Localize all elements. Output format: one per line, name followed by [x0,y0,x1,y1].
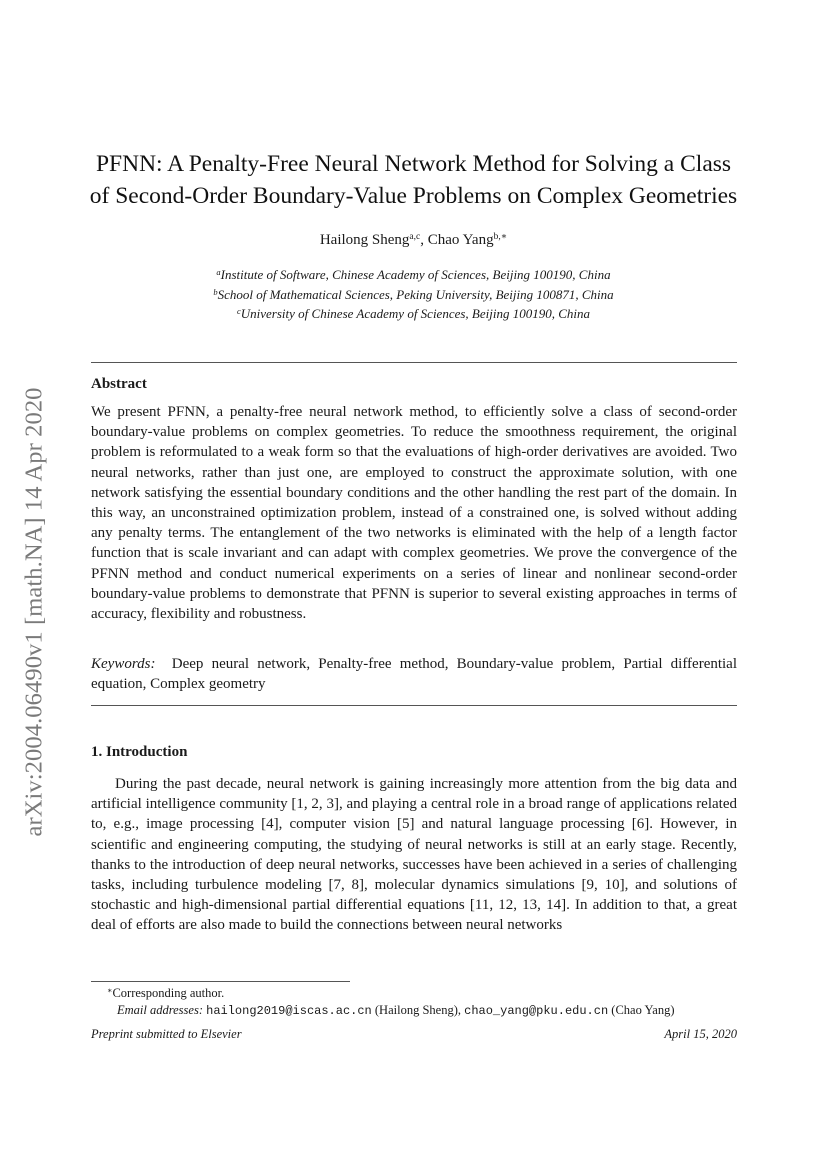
affiliation-c [70,303,757,323]
title-line-2: of Second-Order Boundary-Value Problems on Complex Geometries [89,183,738,209]
footer-preprint-note: Preprint submitted to Elsevier [91,1027,242,1041]
author-1-marks: a,c [409,232,421,242]
abstract-heading: Abstract [91,376,147,392]
affiliation-a-mark: a [216,267,221,277]
section-heading-introduction: 1. Introduction [91,744,188,760]
introduction-paragraph: During the past decade, neural network is gaining increasingly more attention from the big data and artificial intelligence community [1, 2, 3], and playing a central role in a broad range of applications related to, e.g., image processing [4], computer vision [5] and natural language processing [6]. However, in scientific and engineering computing, the studying of neural networks is still at an early stage. Recently, thanks to the introduction of deep neural networks, successes have been achieved in a series of challenging tasks, including turbulence modeling [7, 8], molecular dynamics simulations [9, 10], and solutions of stochastic and high-dimensional partial differential equations [11, 12, 13, 14]. In addition to that, a great deal of efforts are also made to build the connections between neural networks [91,776,737,934]
affiliations [70,264,757,323]
email-name-sheng: (Hailong Sheng), [371,1003,465,1017]
footnote-emails [117,1003,674,1018]
affiliation-a-text: Institute of Software, Chinese Academy of Sciences, Beijing 100190, China [220,267,611,282]
title-line-1: PFNN: A Penalty-Free Neural Network Method for Solving a Class [95,151,732,177]
arxiv-identifier: arXiv:2004.06490v1 [math.NA] 14 Apr 2020 [21,387,48,837]
footnote-corresponding-text: Corresponding author. [112,986,225,1000]
email-label: Email addresses: [117,1003,203,1017]
footnote-corresponding [107,986,224,1001]
affiliation-c-text: University of Chinese Academy of Sciences, Beijing 100190, China [240,306,591,321]
abstract-bottom-rule [91,705,737,706]
author-2-marks: b,∗ [493,232,508,242]
abstract-top-rule [91,362,737,363]
affiliation-a [70,264,757,284]
footer-date: April 15, 2020 [664,1027,737,1041]
author-list [70,231,757,249]
email-link-yang[interactable]: chao_yang@pku.edu.cn [464,1004,609,1018]
author-2-name: Chao Yang [427,232,494,248]
affiliation-b-mark: b [213,286,218,297]
affiliation-c-mark: c [236,306,241,316]
affiliation-b-text: School of Mathematical Sciences, Peking University, Beijing 100871, China [217,286,614,302]
abstract-body: We present PFNN, a penalty-free neural network method, to efficiently solve a class of second-order boundary-value problems on complex geometries. To reduce the smoothness requirement, the original problem is reformulated to a weak form so that the evaluations of high-order derivatives are avoided. Two neural networks, rather than just one, are employed to construct the approximate solution, with one network satisfying the essential boundary conditions and the other handling the rest part of the domain. In this way, an unconstrained optimization problem, instead of a constrained one, is solved without adding any penalty terms. The entanglement of the two networks is eliminated with the help of a length factor function that is scale invariant and can adapt with complex geometries. We prove the convergence of the PFNN method and conduct numerical experiments on a series of linear and nonlinear second-order boundary-value problems to demonstrate that PFNN is superior to several existing approaches in terms of accuracy, flexibility and robustness. [91,404,737,623]
footnote-mark: ∗ [107,986,113,995]
keywords [91,654,737,694]
affiliation-b [70,284,757,304]
author-separator: , [420,232,428,248]
paper-title [70,148,757,212]
keywords-label: Keywords: [91,656,156,672]
email-name-yang: (Chao Yang) [608,1003,675,1017]
footnote-rule [91,981,350,982]
arxiv-sidebar [20,342,50,882]
keywords-text: Deep neural network, Penalty-free method, Boundary-value problem, Partial differential equation, Complex geometry [91,656,738,693]
email-link-sheng[interactable]: hailong2019@iscas.ac.cn [206,1004,372,1018]
author-1-name: Hailong Sheng [319,232,410,248]
